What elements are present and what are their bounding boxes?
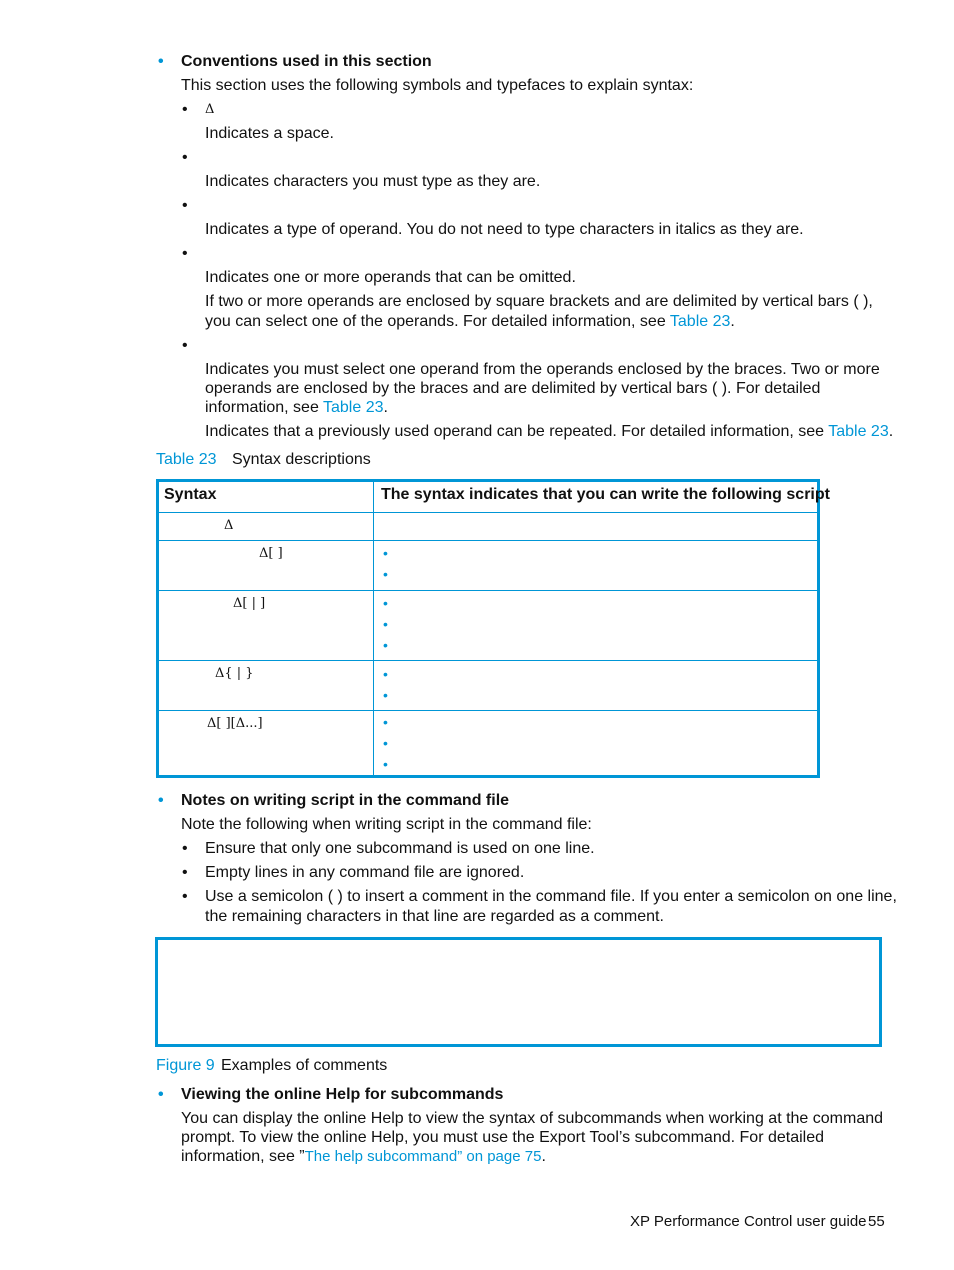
row-divider	[159, 660, 817, 661]
row-divider	[159, 710, 817, 711]
row-divider	[159, 590, 817, 591]
list-bullet: •	[182, 840, 188, 857]
row-divider	[159, 512, 817, 513]
symbol-space: Δ	[205, 102, 215, 117]
table-bullet: •	[383, 735, 388, 751]
list-bullet: •	[182, 888, 188, 905]
conventions-intro: This section uses the following symbols and typefaces to explain syntax:	[181, 77, 694, 94]
list-bullet: •	[182, 337, 188, 354]
table-bullet: •	[383, 714, 388, 730]
symbol-desc: Indicates a space.	[205, 125, 334, 142]
syntax-table	[156, 479, 830, 778]
table-bullet: •	[383, 756, 388, 772]
table-row-syntax: Δ{ | }	[215, 666, 254, 681]
online-help-text: prompt. To view the online Help, you must use the Export Tool’s subcommand. For detailed	[181, 1129, 825, 1146]
list-bullet: •	[182, 245, 188, 262]
note-item: Ensure that only one subcommand is used on one line.	[205, 840, 595, 857]
table-row-syntax: Δ	[224, 518, 234, 533]
table-header-description: The syntax indicates that you can write the following script	[381, 486, 830, 503]
note-item: Empty lines in any command file are ignored.	[205, 864, 525, 881]
footer-title: XP Performance Control user guide	[630, 1213, 867, 1230]
section-heading-notes: Notes on writing script in the command file	[181, 792, 510, 809]
section-bullet: •	[158, 792, 164, 809]
table-row-syntax: Δ[ ][Δ...]	[207, 716, 263, 731]
table-bullet: •	[383, 595, 388, 611]
list-bullet: •	[182, 197, 188, 214]
online-help-text: information, see ”The help subcommand” on page 75.	[181, 1148, 546, 1165]
comments-example-figure	[155, 937, 882, 1047]
note-item: Use a semicolon ( ) to insert a comment in the command file. If you enter a semicolon on one line,	[205, 888, 897, 905]
symbol-desc-detail: information, see Table 23.	[205, 399, 388, 416]
section-bullet: •	[158, 53, 164, 70]
section-heading-conventions: Conventions used in this section	[181, 53, 432, 70]
symbol-desc: Indicates one or more operands that can be omitted.	[205, 269, 576, 286]
notes-intro: Note the following when writing script in the command file:	[181, 816, 592, 833]
list-bullet: •	[182, 864, 188, 881]
table-bullet: •	[383, 687, 388, 703]
table-header-syntax: Syntax	[164, 486, 217, 503]
table-row-syntax: Δ[ | ]	[233, 596, 266, 611]
symbol-desc: Indicates that a previously used operand can be repeated. For detailed information, see Table 23.	[205, 423, 894, 440]
table-row-syntax: Δ[ ]	[259, 546, 283, 561]
row-divider	[159, 540, 817, 541]
page-number: 55	[868, 1213, 885, 1230]
help-subcommand-link[interactable]: The help subcommand” on page 75	[304, 1148, 542, 1165]
table-caption-text: Syntax descriptions	[232, 451, 371, 468]
figure-caption-text: Examples of comments	[221, 1057, 388, 1074]
symbol-desc-detail: If two or more operands are enclosed by square brackets and are delimited by vertical bars ( ),	[205, 293, 873, 310]
symbol-desc: Indicates characters you must type as they are.	[205, 173, 541, 190]
section-bullet: •	[158, 1086, 164, 1103]
symbol-desc: Indicates you must select one operand from the operands enclosed by the braces. Two or more	[205, 361, 880, 378]
figure-caption-label: Figure 9	[156, 1057, 215, 1074]
table-bullet: •	[383, 545, 388, 561]
symbol-desc-detail: you can select one of the operands. For detailed information, see Table 23.	[205, 313, 735, 330]
table-23-link[interactable]: Table 23	[828, 423, 889, 440]
note-item-continued: the remaining characters in that line are regarded as a comment.	[205, 908, 664, 925]
table-bullet: •	[383, 566, 388, 582]
column-divider	[373, 482, 374, 775]
list-bullet: •	[182, 101, 188, 118]
table-caption-label: Table 23	[156, 451, 217, 468]
symbol-desc: Indicates a type of operand. You do not need to type characters in italics as they are.	[205, 221, 804, 238]
table-bullet: •	[383, 616, 388, 632]
table-23-link[interactable]: Table 23	[669, 313, 731, 330]
table-bullet: •	[383, 637, 388, 653]
symbol-desc-detail: operands are enclosed by the braces and are delimited by vertical bars ( ). For detailed	[205, 380, 821, 397]
section-heading-online-help: Viewing the online Help for subcommands	[181, 1086, 504, 1103]
table-23-link[interactable]: Table 23	[323, 399, 384, 416]
table-bullet: •	[383, 666, 388, 682]
list-bullet: •	[182, 149, 188, 166]
online-help-text: You can display the online Help to view the syntax of subcommands when working at the command	[181, 1110, 884, 1127]
